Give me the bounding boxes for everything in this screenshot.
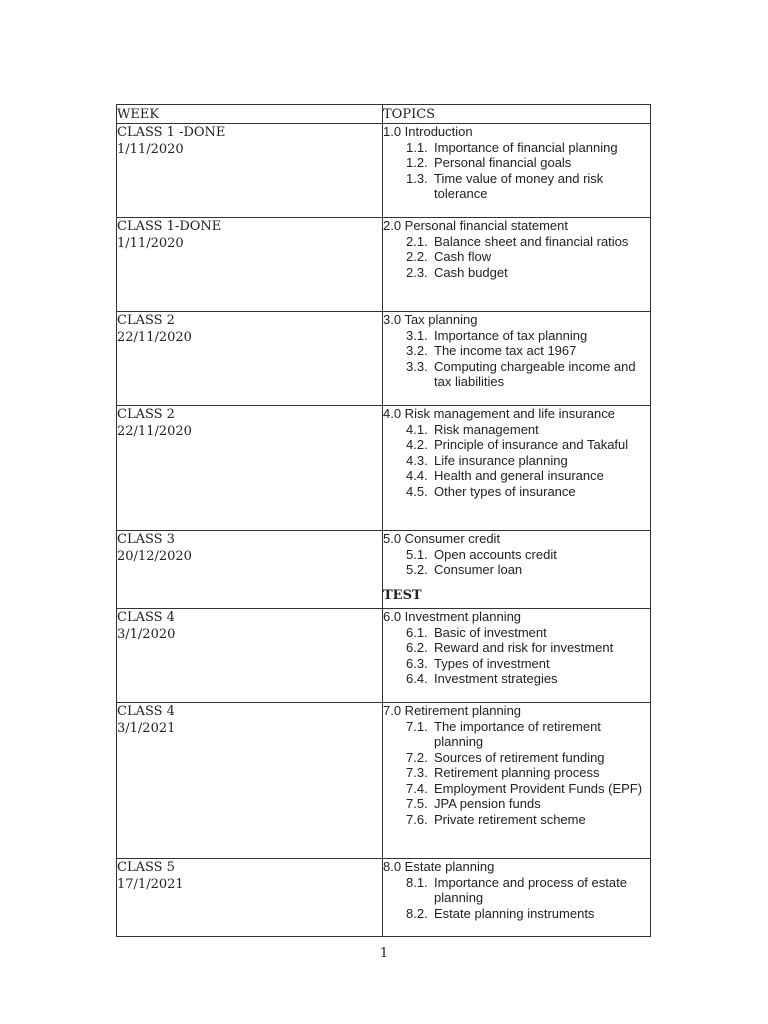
subtopic-text: Importance of financial planning <box>434 139 618 155</box>
subtopic-item <box>383 625 650 641</box>
subtopic-item <box>383 343 650 359</box>
subtopic-item <box>383 437 650 453</box>
test-label: TEST <box>383 587 422 603</box>
class-date: 1/11/2020 <box>117 236 184 251</box>
subtopic-number: 4.5. <box>406 483 428 499</box>
week-cell <box>117 312 383 406</box>
class-label: CLASS 5 <box>117 860 175 875</box>
subtopic-text: JPA pension funds <box>434 796 541 811</box>
topic-title: 7.0 Retirement planning <box>383 703 522 718</box>
subtopic-number: 4.3. <box>406 452 428 468</box>
subtopic-item <box>383 812 650 828</box>
subtopic-text: Health and general insurance <box>434 468 604 483</box>
topic-cell <box>383 609 651 703</box>
topic-title: 1.0 Introduction <box>383 124 473 139</box>
subtopic-number: 5.2. <box>406 562 428 577</box>
class-label: CLASS 2 <box>117 407 175 422</box>
class-label: CLASS 3 <box>117 532 175 547</box>
week-cell <box>117 124 383 218</box>
subtopic-number: 7.1. <box>406 718 428 734</box>
subtopic-item <box>383 640 650 656</box>
subtopic-number: 8.1. <box>406 874 428 890</box>
subtopic-number: 2.3. <box>406 264 428 280</box>
class-label: CLASS 1 -DONE <box>117 125 226 140</box>
topic-cell <box>383 531 651 609</box>
subtopic-item <box>383 796 650 812</box>
subtopic-item <box>383 781 650 797</box>
subtopic-number: 7.2. <box>406 749 428 765</box>
subtopic-item <box>383 359 650 390</box>
subtopic-number: 1.3. <box>406 170 428 186</box>
subtopic-text: The income tax act 1967 <box>434 343 577 358</box>
topic-cell <box>383 859 651 937</box>
subtopic-text: Other types of insurance <box>434 483 576 499</box>
subtopic-item <box>383 765 650 781</box>
class-date: 17/1/2021 <box>117 877 184 892</box>
subtopic-number: 7.5. <box>406 796 428 811</box>
subtopic-number: 6.4. <box>406 671 428 686</box>
subtopic-text: Cash flow <box>434 249 492 264</box>
week-cell <box>117 859 383 937</box>
subtopic-number: 6.2. <box>406 640 428 655</box>
subtopic-text: Risk management <box>434 421 539 437</box>
subtopic-item <box>383 656 650 672</box>
class-date: 22/11/2020 <box>117 330 192 345</box>
subtopic-item <box>383 155 650 171</box>
class-date: 3/1/2020 <box>117 627 176 642</box>
subtopic-number: 3.2. <box>406 343 428 358</box>
subtopic-text: Estate planning instruments <box>434 905 595 921</box>
topic-cell <box>383 218 651 312</box>
class-date: 22/11/2020 <box>117 424 192 439</box>
subtopic-text: Consumer loan <box>434 562 523 577</box>
table-row <box>117 859 651 937</box>
topic-title: 6.0 Investment planning <box>383 609 522 624</box>
subtopic-item <box>383 906 650 922</box>
class-date: 1/11/2020 <box>117 142 184 157</box>
subtopic-item <box>383 422 650 438</box>
subtopic-number: 7.4. <box>406 780 428 796</box>
subtopic-number: 6.3. <box>406 655 428 671</box>
class-label: CLASS 4 <box>117 610 175 625</box>
subtopic-text: Investment strategies <box>434 671 558 686</box>
subtopic-item <box>383 547 650 563</box>
header-row <box>117 105 651 124</box>
subtopic-item <box>383 875 650 906</box>
subtopic-text: Cash budget <box>434 264 508 280</box>
subtopic-item <box>383 234 650 250</box>
table-row <box>117 406 651 531</box>
subtopic-text: Personal financial goals <box>434 155 572 170</box>
class-date: 20/12/2020 <box>117 549 192 564</box>
subtopic-number: 8.2. <box>406 905 428 921</box>
subtopic-text: Computing chargeable income and tax liabilities <box>434 358 636 389</box>
subtopic-item <box>383 453 650 469</box>
subtopic-item <box>383 671 650 687</box>
subtopic-number: 4.4. <box>406 468 428 483</box>
subtopic-text: Private retirement scheme <box>434 811 586 827</box>
subtopic-number: 2.1. <box>406 233 428 249</box>
subtopic-text: Importance and process of estate planning <box>434 874 627 905</box>
schedule-table <box>116 104 651 937</box>
subtopic-item <box>383 468 650 484</box>
subtopic-text: Sources of retirement funding <box>434 749 605 765</box>
subtopic-number: 4.2. <box>406 437 428 452</box>
topic-cell <box>383 124 651 218</box>
subtopic-number: 3.3. <box>406 358 428 374</box>
topic-cell <box>383 312 651 406</box>
subtopic-text: Types of investment <box>434 655 550 671</box>
topic-title: 4.0 Risk management and life insurance <box>383 406 615 421</box>
week-cell <box>117 218 383 312</box>
topic-title: 5.0 Consumer credit <box>383 531 501 546</box>
subtopic-number: 1.1. <box>406 139 428 155</box>
table-row <box>117 312 651 406</box>
subtopic-item <box>383 140 650 156</box>
subtopic-text: Principle of insurance and Takaful <box>434 437 629 452</box>
subtopic-number: 4.1. <box>406 421 428 437</box>
class-label: CLASS 2 <box>117 313 175 328</box>
subtopic-item <box>383 265 650 281</box>
topic-title: 2.0 Personal financial statement <box>383 218 568 233</box>
week-cell <box>117 531 383 609</box>
week-cell <box>117 703 383 859</box>
topic-cell <box>383 703 651 859</box>
table-row <box>117 703 651 859</box>
subtopic-number: 7.3. <box>406 765 428 780</box>
week-cell <box>117 406 383 531</box>
subtopic-item <box>383 484 650 500</box>
class-date: 3/1/2021 <box>117 721 176 736</box>
subtopic-number: 5.1. <box>406 546 428 562</box>
subtopic-item <box>383 719 650 750</box>
class-label: CLASS 4 <box>117 704 175 719</box>
subtopic-text: The importance of retirement planning <box>434 718 601 749</box>
page-number: 1 <box>379 946 389 961</box>
subtopic-text: Reward and risk for investment <box>434 640 614 655</box>
subtopic-number: 7.6. <box>406 811 428 827</box>
subtopic-number: 1.2. <box>406 155 428 170</box>
subtopic-item <box>383 562 650 578</box>
subtopic-text: Balance sheet and financial ratios <box>434 233 629 249</box>
topic-title: 3.0 Tax planning <box>383 312 478 327</box>
table-row <box>117 531 651 609</box>
topic-title: 8.0 Estate planning <box>383 859 495 874</box>
subtopic-item <box>383 750 650 766</box>
subtopic-text: Time value of money and risk tolerance <box>434 170 604 201</box>
week-header: WEEK <box>117 105 383 124</box>
subtopic-text: Importance of tax planning <box>434 327 588 343</box>
subtopic-text: Employment Provident Funds (EPF) <box>434 780 643 796</box>
table-row <box>117 609 651 703</box>
subtopic-text: Life insurance planning <box>434 452 568 468</box>
table-row <box>117 218 651 312</box>
subtopic-number: 2.2. <box>406 249 428 264</box>
subtopic-text: Retirement planning process <box>434 765 600 780</box>
subtopic-text: Open accounts credit <box>434 546 557 562</box>
subtopic-text: Basic of investment <box>434 624 547 640</box>
class-label: CLASS 1-DONE <box>117 219 222 234</box>
subtopic-number: 6.1. <box>406 624 428 640</box>
subtopic-item <box>383 328 650 344</box>
subtopic-item <box>383 171 650 202</box>
subtopic-number: 3.1. <box>406 327 428 343</box>
topic-cell <box>383 406 651 531</box>
topics-header: TOPICS <box>383 107 436 122</box>
table-row <box>117 124 651 218</box>
week-cell <box>117 609 383 703</box>
schedule-body <box>117 105 651 937</box>
subtopic-item <box>383 249 650 265</box>
